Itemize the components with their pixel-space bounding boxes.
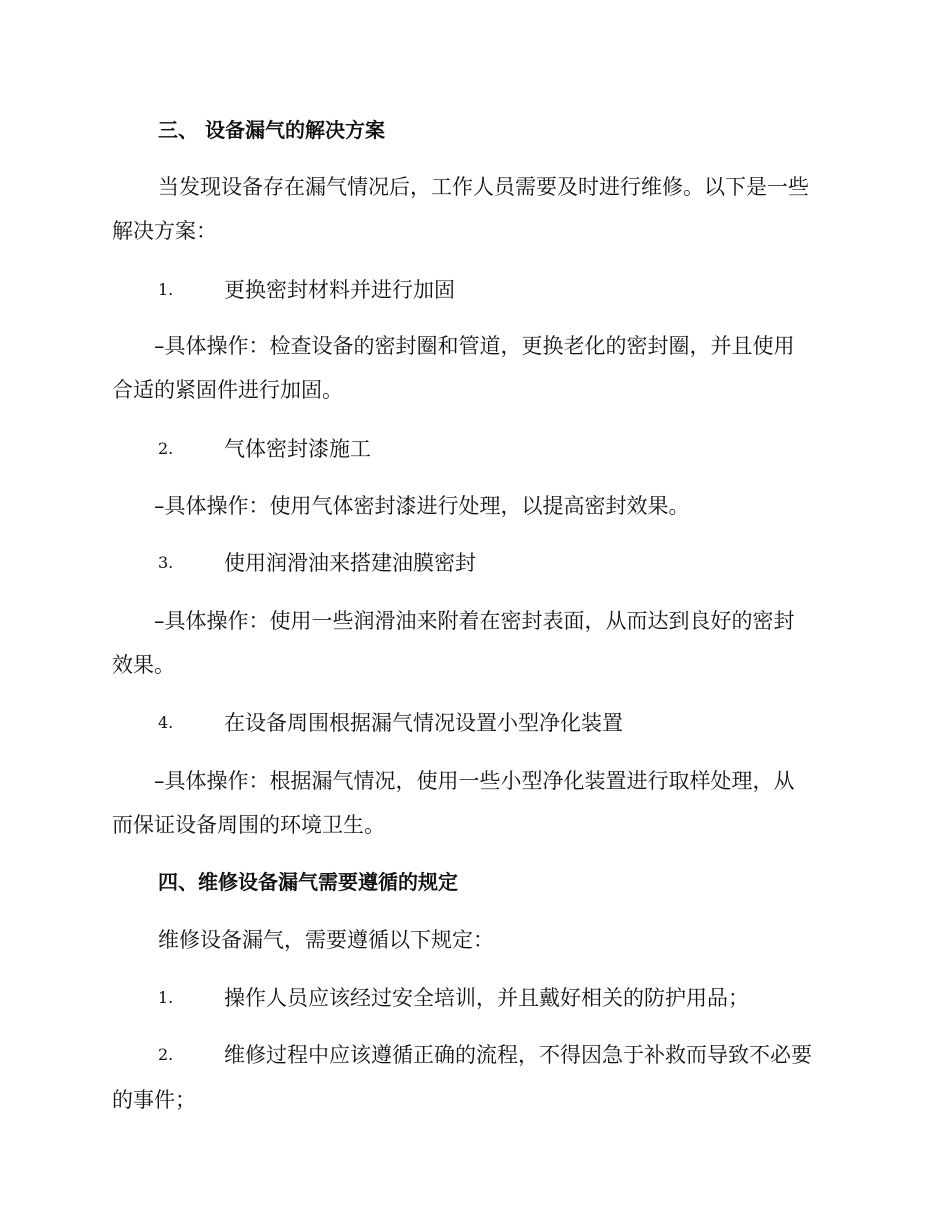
section-4-intro: 维修设备漏气，需要遵循以下规定：: [158, 928, 494, 952]
solution-3-detail-line-1: –具体操作：使用一些润滑油来附着在密封表面，从而达到良好的密封: [154, 609, 795, 633]
solution-3-number: 3.: [158, 553, 174, 572]
rule-2-text-line-1: 维修过程中应该遵循正确的流程，不得因急于补救而导致不必要: [224, 1043, 812, 1067]
solution-4-title: 在设备周围根据漏气情况设置小型净化装置: [224, 711, 623, 735]
rule-2-number: 2.: [158, 1045, 174, 1064]
solution-4-number: 4.: [158, 713, 174, 732]
section-3-heading: 三、 设备漏气的解决方案: [158, 118, 385, 142]
rule-2-text-line-2: 的事件；: [112, 1088, 196, 1112]
solution-2-detail-line-1: –具体操作：使用气体密封漆进行处理，以提高密封效果。: [154, 494, 690, 518]
section-3-intro-line-1: 当发现设备存在漏气情况后，工作人员需要及时进行维修。以下是一些: [158, 175, 809, 199]
solution-1-detail-line-2: 合适的紧固件进行加固。: [112, 378, 343, 402]
section-4-heading: 四、维修设备漏气需要遵循的规定: [158, 870, 458, 894]
solution-4-detail-line-2: 而保证设备周围的环境卫生。: [112, 813, 385, 837]
solution-3-title: 使用润滑油来搭建油膜密封: [224, 551, 476, 575]
solution-1-number: 1.: [158, 280, 174, 299]
section-3-intro-line-2: 解决方案：: [112, 219, 217, 243]
solution-1-title: 更换密封材料并进行加固: [224, 278, 455, 302]
solution-1-detail-line-1: –具体操作：检查设备的密封圈和管道，更换老化的密封圈，并且使用: [154, 334, 795, 358]
solution-3-detail-line-2: 效果。: [112, 653, 175, 677]
rule-1-text: 操作人员应该经过安全培训，并且戴好相关的防护用品；: [224, 986, 749, 1010]
solution-4-detail-line-1: –具体操作：根据漏气情况，使用一些小型净化装置进行取样处理，从: [154, 769, 795, 793]
rule-1-number: 1.: [158, 988, 174, 1007]
solution-2-number: 2.: [158, 439, 174, 458]
solution-2-title: 气体密封漆施工: [224, 437, 371, 461]
